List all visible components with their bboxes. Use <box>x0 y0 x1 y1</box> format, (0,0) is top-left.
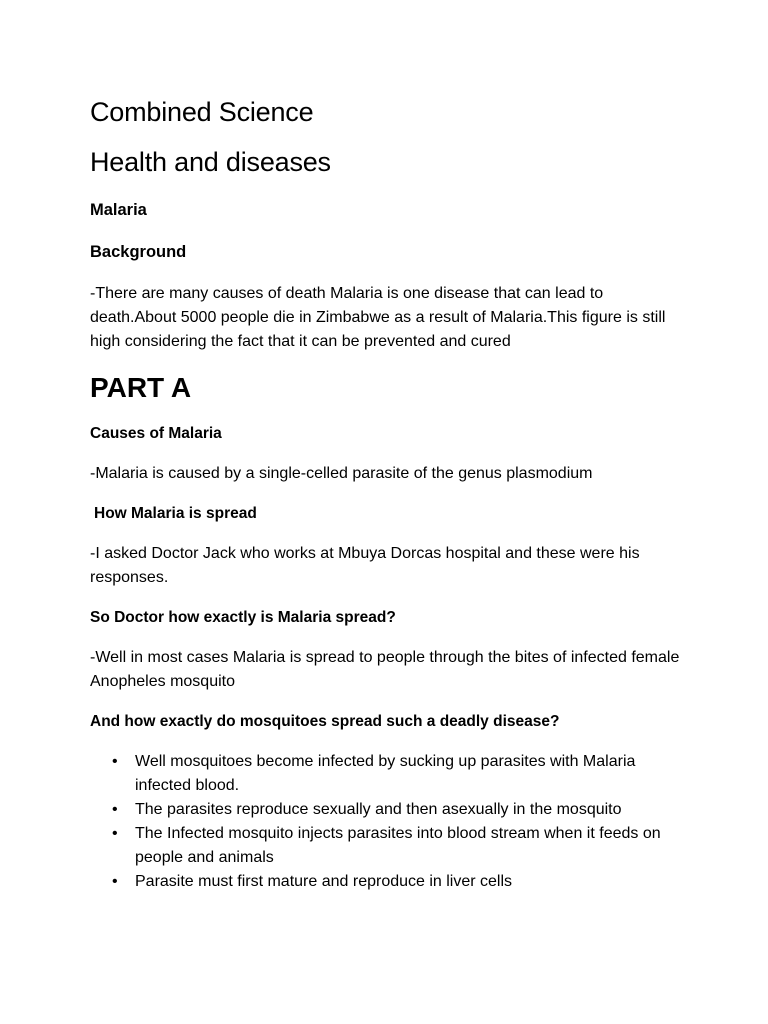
background-paragraph: -There are many causes of death Malaria is one disease that can lead to death.About 5000 people die in Zimbabwe as a result of Malaria.This figure is still high considering the fact that it can be prevented and cured <box>90 285 666 350</box>
causes-heading: Causes of Malaria <box>90 425 222 442</box>
document-subtitle: Health and diseases <box>90 147 331 177</box>
list-item <box>90 870 690 894</box>
background-heading: Background <box>90 243 187 261</box>
spread-paragraph: -I asked Doctor Jack who works at Mbuya Dorcas hospital and these were his responses. <box>90 545 640 586</box>
list-item-text: Well mosquitoes become infected by sucking up parasites with Malaria infected blood. <box>135 753 636 794</box>
document-body <box>90 94 690 894</box>
list-item <box>90 798 690 822</box>
bullet-list <box>90 750 690 894</box>
list-item <box>90 750 690 798</box>
bullet-icon: • <box>112 753 118 770</box>
spread-heading: How Malaria is spread <box>94 505 257 522</box>
list-item-text: Parasite must first mature and reproduce in liver cells <box>135 873 513 890</box>
part-a-heading: PART A <box>90 372 192 403</box>
bullet-icon: • <box>112 873 118 890</box>
document-title: Combined Science <box>90 97 314 127</box>
answer-1: -Well in most cases Malaria is spread to people through the bites of infected female Anopheles mosquito <box>90 649 680 690</box>
topic-heading: Malaria <box>90 201 147 219</box>
causes-paragraph: -Malaria is caused by a single-celled parasite of the genus plasmodium <box>90 465 593 482</box>
question-1: So Doctor how exactly is Malaria spread? <box>90 609 396 626</box>
bullet-icon: • <box>112 825 118 842</box>
list-item-text: The Infected mosquito injects parasites into blood stream when it feeds on people and animals <box>135 825 661 866</box>
list-item <box>90 822 690 870</box>
question-2: And how exactly do mosquitoes spread such a deadly disease? <box>90 713 560 730</box>
list-item-text: The parasites reproduce sexually and then asexually in the mosquito <box>135 801 622 818</box>
bullet-icon: • <box>112 801 118 818</box>
